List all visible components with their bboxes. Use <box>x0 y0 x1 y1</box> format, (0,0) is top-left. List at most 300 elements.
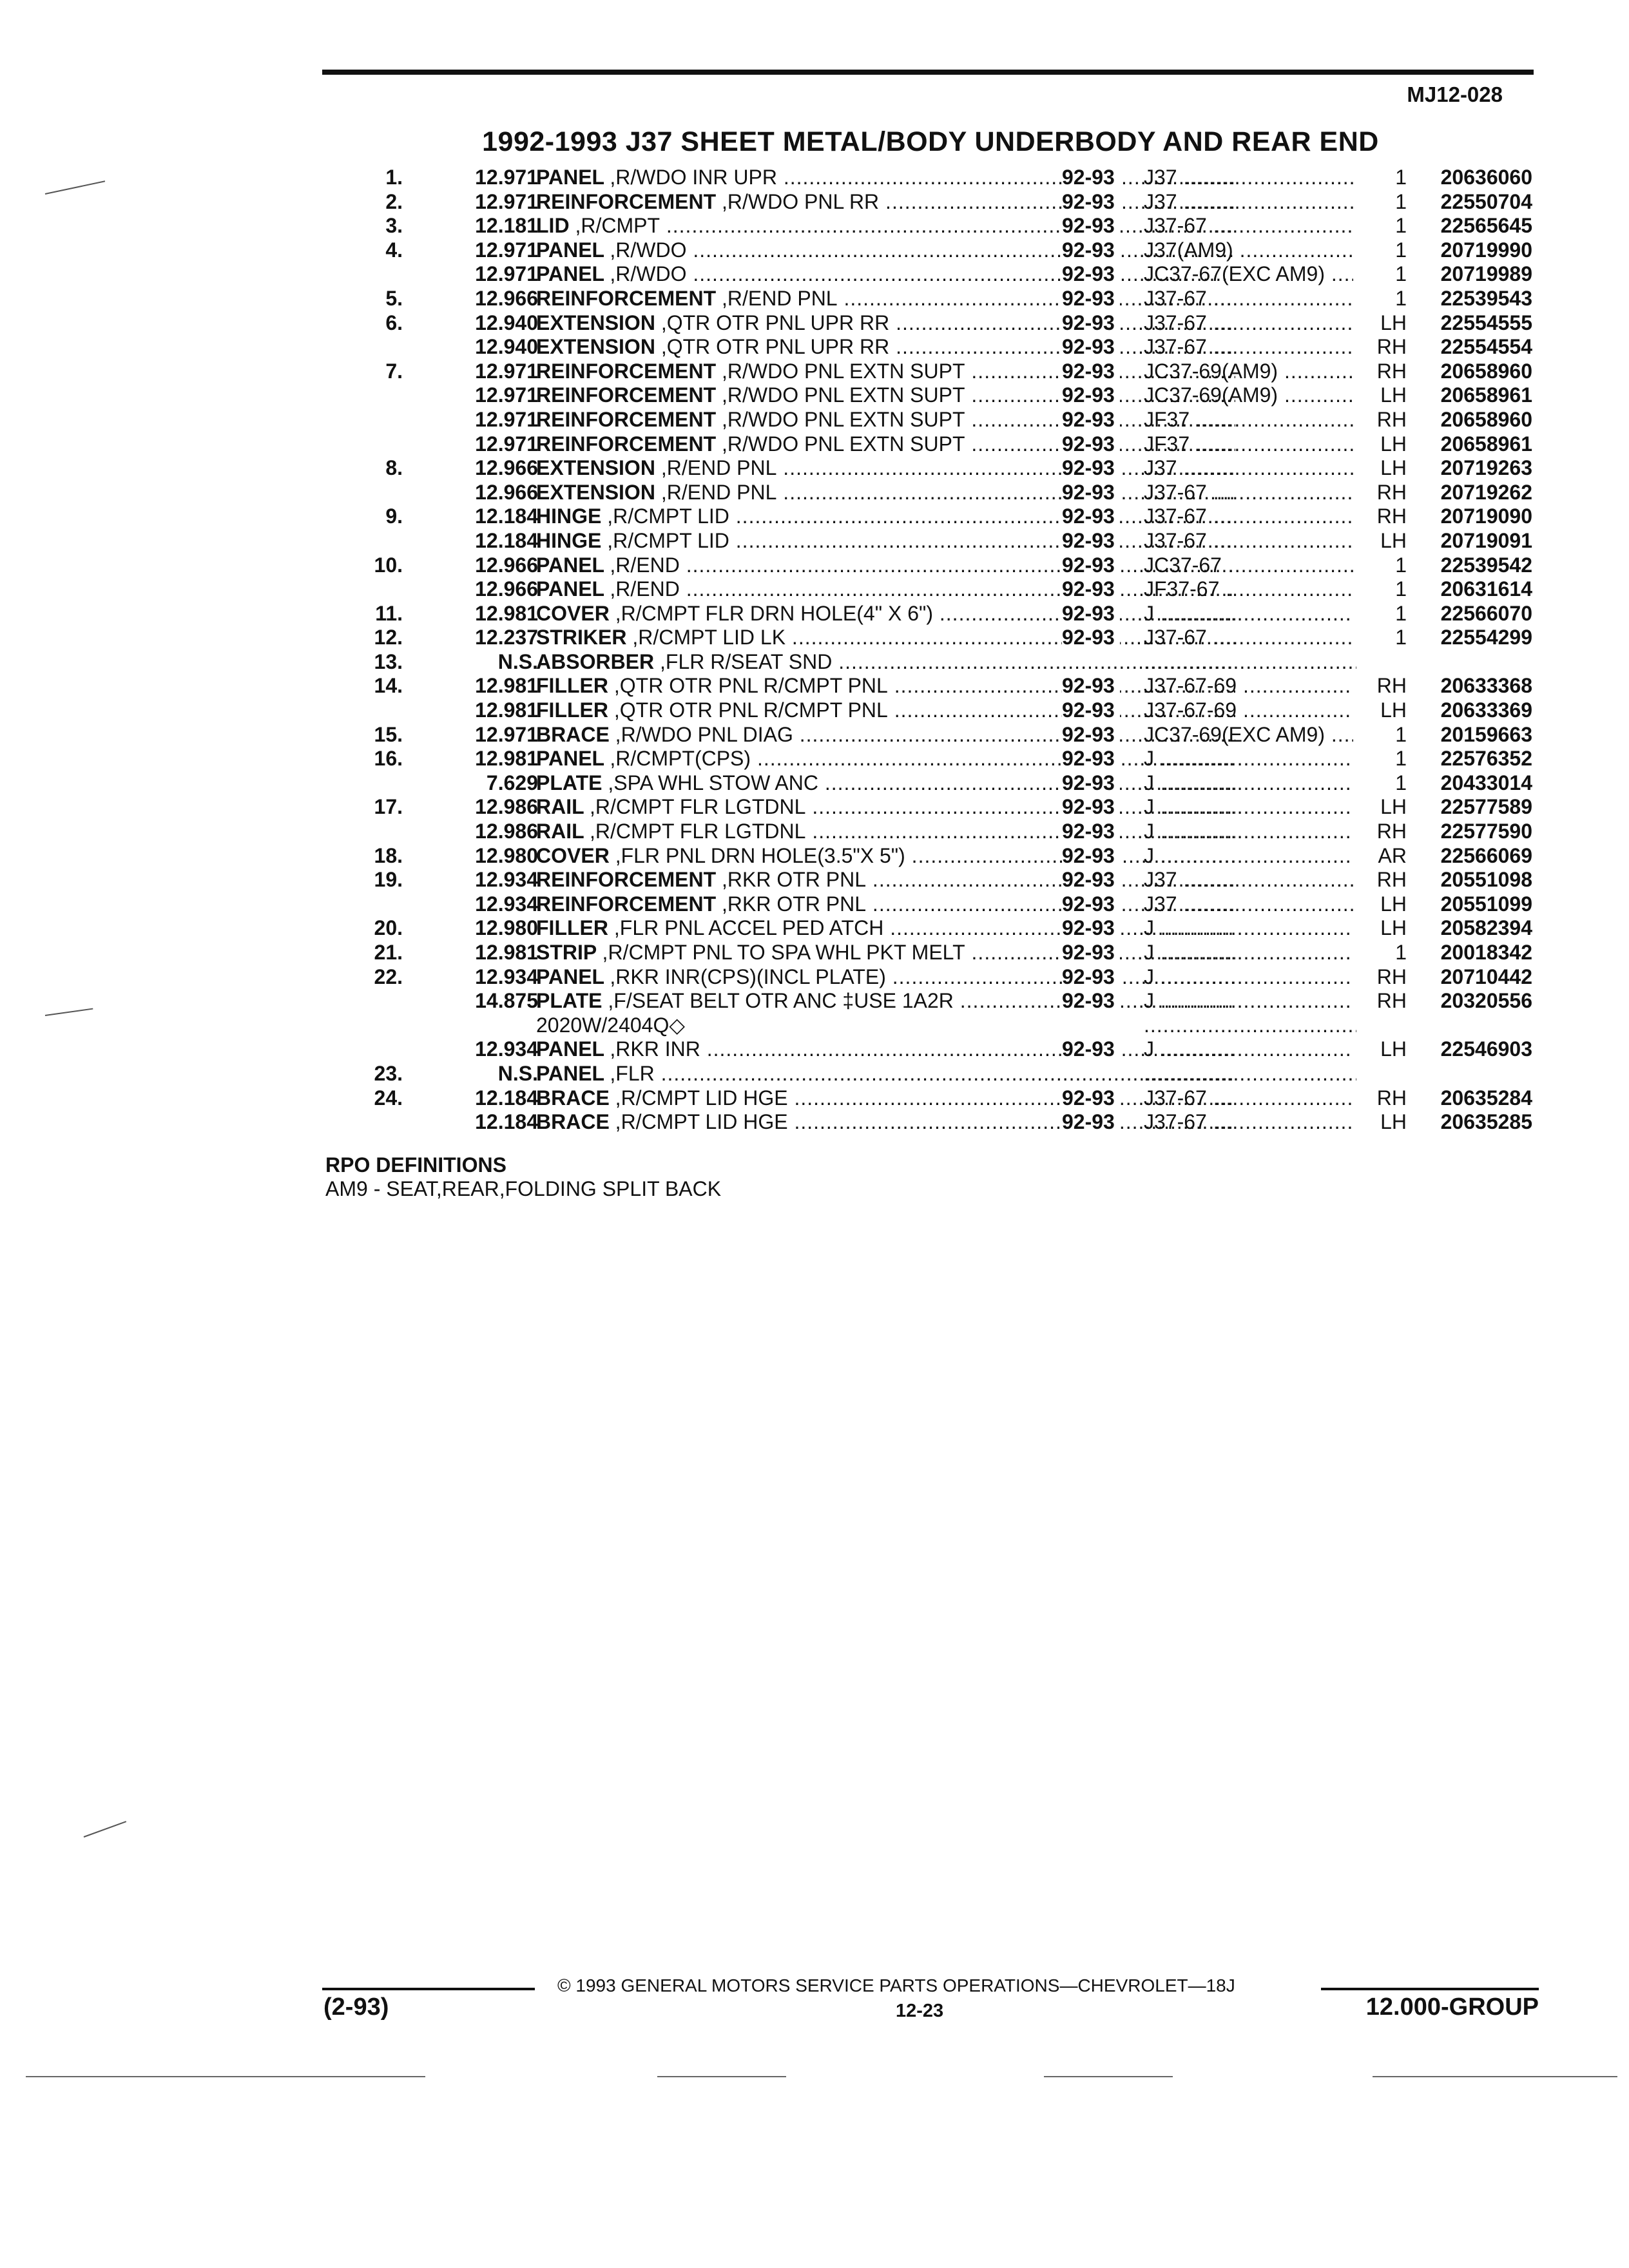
group-number: 12.934 <box>475 965 538 988</box>
model-years: 92-93 <box>1062 577 1120 602</box>
quantity: 1 <box>1353 771 1407 796</box>
part-detail: ,R/CMPT FLR DRN HOLE(4" X 6") ..... <box>615 602 1235 625</box>
part-detail: ,FLR R/SEAT SND ..... <box>660 650 1235 673</box>
part-detail: ,R/END PNL ..... <box>722 287 1235 310</box>
page-title: 1992-1993 J37 SHEET METAL/BODY UNDERBODY AND REAR END <box>482 126 1379 157</box>
part-number: 22565645 <box>1440 214 1532 238</box>
model-text: J37-67 ..... <box>1144 529 1356 552</box>
ref-number: 11. <box>375 601 403 625</box>
group-number: 12.237 <box>475 626 538 649</box>
part-name: STRIP <box>536 941 602 964</box>
part-description <box>536 166 1235 190</box>
quantity: LH <box>1353 529 1407 553</box>
group-number: 12.971 <box>475 262 538 286</box>
quantity: LH <box>1353 432 1407 457</box>
model-years: 92-93 <box>1062 626 1120 650</box>
rpo-title: RPO DEFINITIONS <box>325 1153 506 1177</box>
model-years: 92-93 <box>1062 989 1120 1014</box>
model-text: J37(AM9) ..... <box>1144 238 1356 262</box>
part-description <box>536 262 1235 287</box>
part-detail: ,R/WDO PNL RR ..... <box>722 190 1235 213</box>
model-text: J37 ..... <box>1144 868 1356 891</box>
model-text: JF37 ..... <box>1144 432 1356 456</box>
quantity: RH <box>1353 505 1407 529</box>
group-number: 12.966 <box>475 456 538 480</box>
model-years: 92-93 <box>1062 481 1120 505</box>
ref-number: 13. <box>374 649 403 673</box>
quantity: 1 <box>1353 723 1407 747</box>
part-row <box>322 771 1539 796</box>
model-text: J37-67 ..... <box>1144 287 1356 310</box>
part-description <box>536 941 1235 965</box>
group-number: 12.980 <box>475 916 538 940</box>
model-applicability <box>1144 166 1356 190</box>
quantity: 1 <box>1353 747 1407 771</box>
part-description <box>536 868 1235 892</box>
model-text: J ..... <box>1144 989 1356 1012</box>
quantity: 1 <box>1353 262 1407 287</box>
part-detail: ,R/CMPT FLR LGTDNL ..... <box>590 820 1235 843</box>
part-row <box>322 505 1539 529</box>
part-number: 20018342 <box>1440 941 1532 964</box>
part-number: 20719090 <box>1440 505 1532 528</box>
model-text: JC37-69(AM9) ..... <box>1144 360 1356 383</box>
model-applicability <box>1144 505 1356 529</box>
ref-number: 9. <box>385 505 403 528</box>
group-number: 12.184 <box>475 1086 538 1110</box>
model-years: 92-93 <box>1062 723 1120 747</box>
part-name: PLATE <box>536 771 608 794</box>
part-number: 20658960 <box>1440 407 1532 431</box>
rpo-definition: AM9 - SEAT,REAR,FOLDING SPLIT BACK <box>325 1177 722 1200</box>
scan-mark <box>45 1008 93 1016</box>
group-number: 12.181 <box>475 214 538 238</box>
part-row <box>322 723 1539 747</box>
group-number: 12.981 <box>475 601 538 625</box>
part-name: HINGE <box>536 505 608 528</box>
part-row <box>322 335 1539 360</box>
model-applicability <box>1144 916 1356 941</box>
document-code: MJ12-028 <box>1407 82 1503 106</box>
quantity: LH <box>1353 1110 1407 1135</box>
model-years: 92-93 <box>1062 1086 1120 1111</box>
model-applicability <box>1144 1062 1356 1086</box>
part-detail: ,RKR OTR PNL ..... <box>722 868 1235 891</box>
model-text: J37-67 ..... <box>1144 626 1356 649</box>
part-description <box>536 892 1235 917</box>
part-number: 22577590 <box>1440 820 1532 843</box>
model-text: JF37 ..... <box>1144 408 1356 431</box>
ref-number: 20. <box>374 916 403 940</box>
scan-line <box>26 2076 425 2077</box>
model-years: 92-93 <box>1062 868 1120 892</box>
part-detail: ,QTR OTR PNL R/CMPT PNL ..... <box>614 698 1235 722</box>
part-row <box>322 238 1539 263</box>
quantity: RH <box>1353 408 1407 432</box>
group-number: 12.980 <box>475 843 538 867</box>
model-text: JC37-69(EXC AM9) ..... <box>1144 723 1356 746</box>
quantity: RH <box>1353 335 1407 360</box>
group-number: 12.971 <box>475 407 538 431</box>
part-name: STRIKER <box>536 626 633 649</box>
model-text: J37-67 ..... <box>1144 481 1356 504</box>
part-description <box>536 1110 1235 1135</box>
part-number: 22554555 <box>1440 311 1532 334</box>
group-number: 12.981 <box>475 747 538 771</box>
model-years: 92-93 <box>1062 1110 1120 1135</box>
scan-mark <box>84 1821 126 1838</box>
model-text: J37-67 ..... <box>1144 1086 1356 1110</box>
ref-number: 2. <box>385 189 403 213</box>
model-text: J37-67 ..... <box>1144 1110 1356 1133</box>
part-name: PANEL <box>536 1061 610 1085</box>
model-text: J37 ..... <box>1144 456 1356 479</box>
part-detail: ,R/WDO PNL EXTN SUPT ..... <box>722 432 1235 456</box>
quantity: RH <box>1353 965 1407 990</box>
model-text: J ..... <box>1144 941 1356 964</box>
part-number: 20433014 <box>1440 771 1532 794</box>
group-number: N.S. <box>497 1061 538 1085</box>
part-name: BRACE <box>536 722 615 746</box>
quantity: 1 <box>1353 553 1407 578</box>
model-text: J37-67 ..... <box>1144 214 1356 237</box>
group-number: 12.971 <box>475 359 538 383</box>
model-years: 92-93 <box>1062 190 1120 215</box>
part-description <box>536 408 1235 432</box>
part-description <box>536 577 1235 602</box>
group-number: 12.934 <box>475 892 538 916</box>
part-name: REINFORCEMENT <box>536 432 722 456</box>
parts-list <box>322 166 1539 1135</box>
part-number: 22550704 <box>1440 189 1532 213</box>
group-number: 12.966 <box>475 480 538 504</box>
group-number: 12.966 <box>475 577 538 601</box>
group-number: 12.971 <box>475 166 538 189</box>
part-description <box>536 844 1235 869</box>
part-detail: ,R/CMPT LID ..... <box>607 529 1235 552</box>
part-name: PLATE <box>536 989 608 1013</box>
part-detail: ,FLR PNL ACCEL PED ATCH ..... <box>614 916 1235 939</box>
part-description <box>536 190 1235 215</box>
model-years: 92-93 <box>1062 795 1120 820</box>
part-row <box>322 1014 1539 1038</box>
model-text: J ..... <box>1144 747 1356 770</box>
part-name: PANEL <box>536 166 610 189</box>
part-row <box>322 698 1539 723</box>
quantity: RH <box>1353 868 1407 892</box>
model-text: J ..... <box>1144 820 1356 843</box>
part-description <box>536 529 1235 553</box>
part-description <box>536 1037 1235 1062</box>
model-applicability <box>1144 238 1356 263</box>
group-number: 12.184 <box>475 505 538 528</box>
footer-rule-right <box>1321 1988 1539 1990</box>
model-applicability <box>1144 723 1356 747</box>
model-text <box>1144 1014 1356 1037</box>
model-text: J ..... <box>1144 602 1356 625</box>
model-years: 92-93 <box>1062 602 1120 626</box>
part-description <box>536 238 1235 263</box>
part-description <box>536 456 1235 481</box>
part-detail: ,R/WDO ..... <box>610 238 1235 262</box>
model-applicability <box>1144 892 1356 917</box>
ref-number: 24. <box>374 1086 403 1110</box>
model-text <box>1144 1062 1356 1085</box>
part-row <box>322 941 1539 965</box>
model-years: 92-93 <box>1062 432 1120 457</box>
part-number: 22554299 <box>1440 626 1532 649</box>
part-number: 20719262 <box>1440 480 1532 504</box>
part-row <box>322 747 1539 771</box>
quantity: LH <box>1353 795 1407 820</box>
model-years: 92-93 <box>1062 311 1120 336</box>
model-applicability <box>1144 795 1356 820</box>
part-name: REINFORCEMENT <box>536 359 722 383</box>
model-applicability <box>1144 989 1356 1014</box>
scan-line <box>1373 2076 1617 2077</box>
ref-number: 19. <box>374 868 403 892</box>
part-name: RAIL <box>536 820 590 843</box>
part-row <box>322 820 1539 844</box>
ref-number: 5. <box>385 286 403 310</box>
part-detail: ,R/END PNL ..... <box>661 456 1235 479</box>
scan-line <box>657 2076 786 2077</box>
part-row <box>322 965 1539 990</box>
group-number: 12.971 <box>475 383 538 407</box>
model-applicability <box>1144 383 1356 408</box>
model-applicability <box>1144 602 1356 626</box>
part-number: 20710442 <box>1440 965 1532 988</box>
quantity: LH <box>1353 892 1407 917</box>
part-row <box>322 287 1539 311</box>
model-years: 92-93 <box>1062 383 1120 408</box>
part-number: 22576352 <box>1440 747 1532 771</box>
quantity: 1 <box>1353 626 1407 650</box>
group-number: 12.966 <box>475 553 538 577</box>
part-number: 20551098 <box>1440 868 1532 892</box>
quantity: LH <box>1353 383 1407 408</box>
part-name: FILLER <box>536 698 614 722</box>
part-number: 20633368 <box>1440 674 1532 698</box>
part-number: 22546903 <box>1440 1037 1532 1061</box>
model-applicability <box>1144 1086 1356 1111</box>
part-description <box>536 1014 1235 1038</box>
part-row <box>322 795 1539 820</box>
model-applicability <box>1144 408 1356 432</box>
part-detail: ,R/WDO PNL EXTN SUPT ..... <box>722 383 1235 407</box>
model-applicability <box>1144 1037 1356 1062</box>
ref-number: 18. <box>374 843 403 867</box>
part-detail: ,R/CMPT LID HGE ..... <box>615 1110 1235 1133</box>
part-number: 22539542 <box>1440 553 1532 577</box>
model-applicability <box>1144 1110 1356 1135</box>
part-name: EXTENSION <box>536 456 661 480</box>
model-text: J37-67 ..... <box>1144 311 1356 334</box>
model-applicability <box>1144 626 1356 650</box>
group-number: 12.934 <box>475 868 538 892</box>
part-number: 20719263 <box>1440 456 1532 480</box>
model-years: 92-93 <box>1062 238 1120 263</box>
part-name: HINGE <box>536 528 608 552</box>
part-number: 20635285 <box>1440 1110 1532 1134</box>
part-name: REINFORCEMENT <box>536 286 722 310</box>
part-detail: ,R/WDO PNL EXTN SUPT ..... <box>722 360 1235 383</box>
quantity: LH <box>1353 311 1407 336</box>
model-applicability <box>1144 214 1356 238</box>
part-row <box>322 553 1539 578</box>
model-applicability <box>1144 456 1356 481</box>
group-number: 12.986 <box>475 820 538 843</box>
part-row <box>322 650 1539 675</box>
model-years: 92-93 <box>1062 747 1120 771</box>
part-row <box>322 916 1539 941</box>
part-number: 20633369 <box>1440 698 1532 722</box>
quantity: 1 <box>1353 214 1407 238</box>
part-name: PANEL <box>536 262 610 286</box>
part-detail: ,QTR OTR PNL R/CMPT PNL ..... <box>614 674 1235 697</box>
page-number: 12-23 <box>896 2001 944 2021</box>
part-row <box>322 360 1539 384</box>
quantity: RH <box>1353 481 1407 505</box>
part-detail: ,R/CMPT(CPS) ..... <box>610 747 1235 770</box>
part-detail: ,SPA WHL STOW ANC ..... <box>608 771 1235 794</box>
model-applicability <box>1144 698 1356 723</box>
part-name: ABSORBER <box>536 649 660 673</box>
part-name: PANEL <box>536 553 610 577</box>
part-description <box>536 432 1235 457</box>
part-name: COVER <box>536 843 615 867</box>
part-name: EXTENSION <box>536 311 661 334</box>
part-detail: ,RKR INR ..... <box>610 1037 1235 1061</box>
model-text: J37-67-69 ..... <box>1144 674 1356 697</box>
part-row <box>322 1037 1539 1062</box>
model-years: 92-93 <box>1062 529 1120 553</box>
part-number: 20636060 <box>1440 166 1532 189</box>
model-text <box>1144 650 1356 673</box>
part-detail: ,FLR ..... <box>610 1062 1235 1085</box>
quantity: AR <box>1353 844 1407 869</box>
part-detail: ,R/CMPT LID ..... <box>607 505 1235 528</box>
model-applicability <box>1144 577 1356 602</box>
part-detail: ,R/CMPT FLR LGTDNL ..... <box>590 795 1235 818</box>
date-code: (2-93) <box>323 1994 389 2021</box>
part-description <box>536 602 1235 626</box>
model-text: JC37-69(AM9) ..... <box>1144 383 1356 407</box>
model-years: 92-93 <box>1062 408 1120 432</box>
part-row <box>322 190 1539 215</box>
model-applicability <box>1144 432 1356 457</box>
part-detail: ,R/CMPT LID HGE ..... <box>615 1086 1235 1110</box>
scan-line <box>1044 2076 1173 2077</box>
model-text: J ..... <box>1144 1037 1356 1061</box>
quantity: LH <box>1353 698 1407 723</box>
model-years: 92-93 <box>1062 698 1120 723</box>
group-number: 12.940 <box>475 311 538 334</box>
quantity: LH <box>1353 916 1407 941</box>
top-rule <box>322 70 1534 75</box>
model-years: 92-93 <box>1062 505 1120 529</box>
part-name: PANEL <box>536 238 610 262</box>
part-name: LID <box>536 214 575 238</box>
model-applicability <box>1144 674 1356 698</box>
part-number: 20658961 <box>1440 432 1532 456</box>
model-years: 92-93 <box>1062 360 1120 384</box>
model-applicability <box>1144 650 1356 675</box>
part-number: 22554554 <box>1440 335 1532 359</box>
part-row <box>322 1062 1539 1086</box>
ref-number: 6. <box>385 311 403 334</box>
part-name: REINFORCEMENT <box>536 383 722 407</box>
quantity: 1 <box>1353 190 1407 215</box>
model-applicability <box>1144 771 1356 796</box>
part-number: 20159663 <box>1440 722 1532 746</box>
part-name: FILLER <box>536 674 614 698</box>
model-text: J37 ..... <box>1144 166 1356 189</box>
group-number: 12.934 <box>475 1037 538 1061</box>
part-description <box>536 1062 1235 1086</box>
part-description <box>536 965 1235 990</box>
group-number: 12.940 <box>475 335 538 359</box>
part-description <box>536 795 1235 820</box>
part-description <box>536 698 1235 723</box>
ref-number: 1. <box>385 166 403 189</box>
model-applicability <box>1144 481 1356 505</box>
part-description <box>536 335 1235 360</box>
ref-number: 17. <box>374 795 403 819</box>
model-text: JF37-67 ..... <box>1144 577 1356 601</box>
part-row <box>322 383 1539 408</box>
part-row <box>322 408 1539 432</box>
model-applicability <box>1144 335 1356 360</box>
group-number: 12.981 <box>475 674 538 698</box>
group-number: 12.981 <box>475 941 538 964</box>
part-name: EXTENSION <box>536 335 661 359</box>
group-number: 12.184 <box>475 528 538 552</box>
quantity: 1 <box>1353 577 1407 602</box>
part-detail: ,R/WDO PNL EXTN SUPT ..... <box>722 408 1235 431</box>
footer-rule-left <box>322 1988 535 1990</box>
quantity: LH <box>1353 456 1407 481</box>
quantity: 1 <box>1353 238 1407 263</box>
part-detail: ,FLR PNL DRN HOLE(3.5"X 5") ..... <box>615 844 1235 867</box>
part-description <box>536 723 1235 747</box>
part-detail: ,F/SEAT BELT OTR ANC ‡USE 1A2R ..... <box>608 989 1235 1012</box>
part-description <box>536 287 1235 311</box>
model-applicability <box>1144 553 1356 578</box>
part-name: COVER <box>536 601 615 625</box>
group-number: 12.971 <box>475 189 538 213</box>
model-applicability <box>1144 360 1356 384</box>
model-years: 92-93 <box>1062 1037 1120 1062</box>
quantity: 1 <box>1353 166 1407 190</box>
part-description <box>536 747 1235 771</box>
copyright-notice: © 1993 GENERAL MOTORS SERVICE PARTS OPERATIONS—CHEVROLET—18J <box>557 1975 1235 1995</box>
model-applicability <box>1144 747 1356 771</box>
model-years: 92-93 <box>1062 553 1120 578</box>
model-applicability <box>1144 1014 1356 1038</box>
model-text: J ..... <box>1144 965 1356 988</box>
part-detail: ,R/WDO INR UPR ..... <box>610 166 1235 189</box>
part-name: EXTENSION <box>536 480 661 504</box>
part-description <box>536 771 1235 796</box>
part-number: 20719990 <box>1440 238 1532 262</box>
model-text: J37-67 ..... <box>1144 335 1356 358</box>
part-number: 22539543 <box>1440 286 1532 310</box>
quantity: 1 <box>1353 287 1407 311</box>
part-row <box>322 432 1539 457</box>
ref-number: 16. <box>374 747 403 771</box>
part-description <box>536 383 1235 408</box>
